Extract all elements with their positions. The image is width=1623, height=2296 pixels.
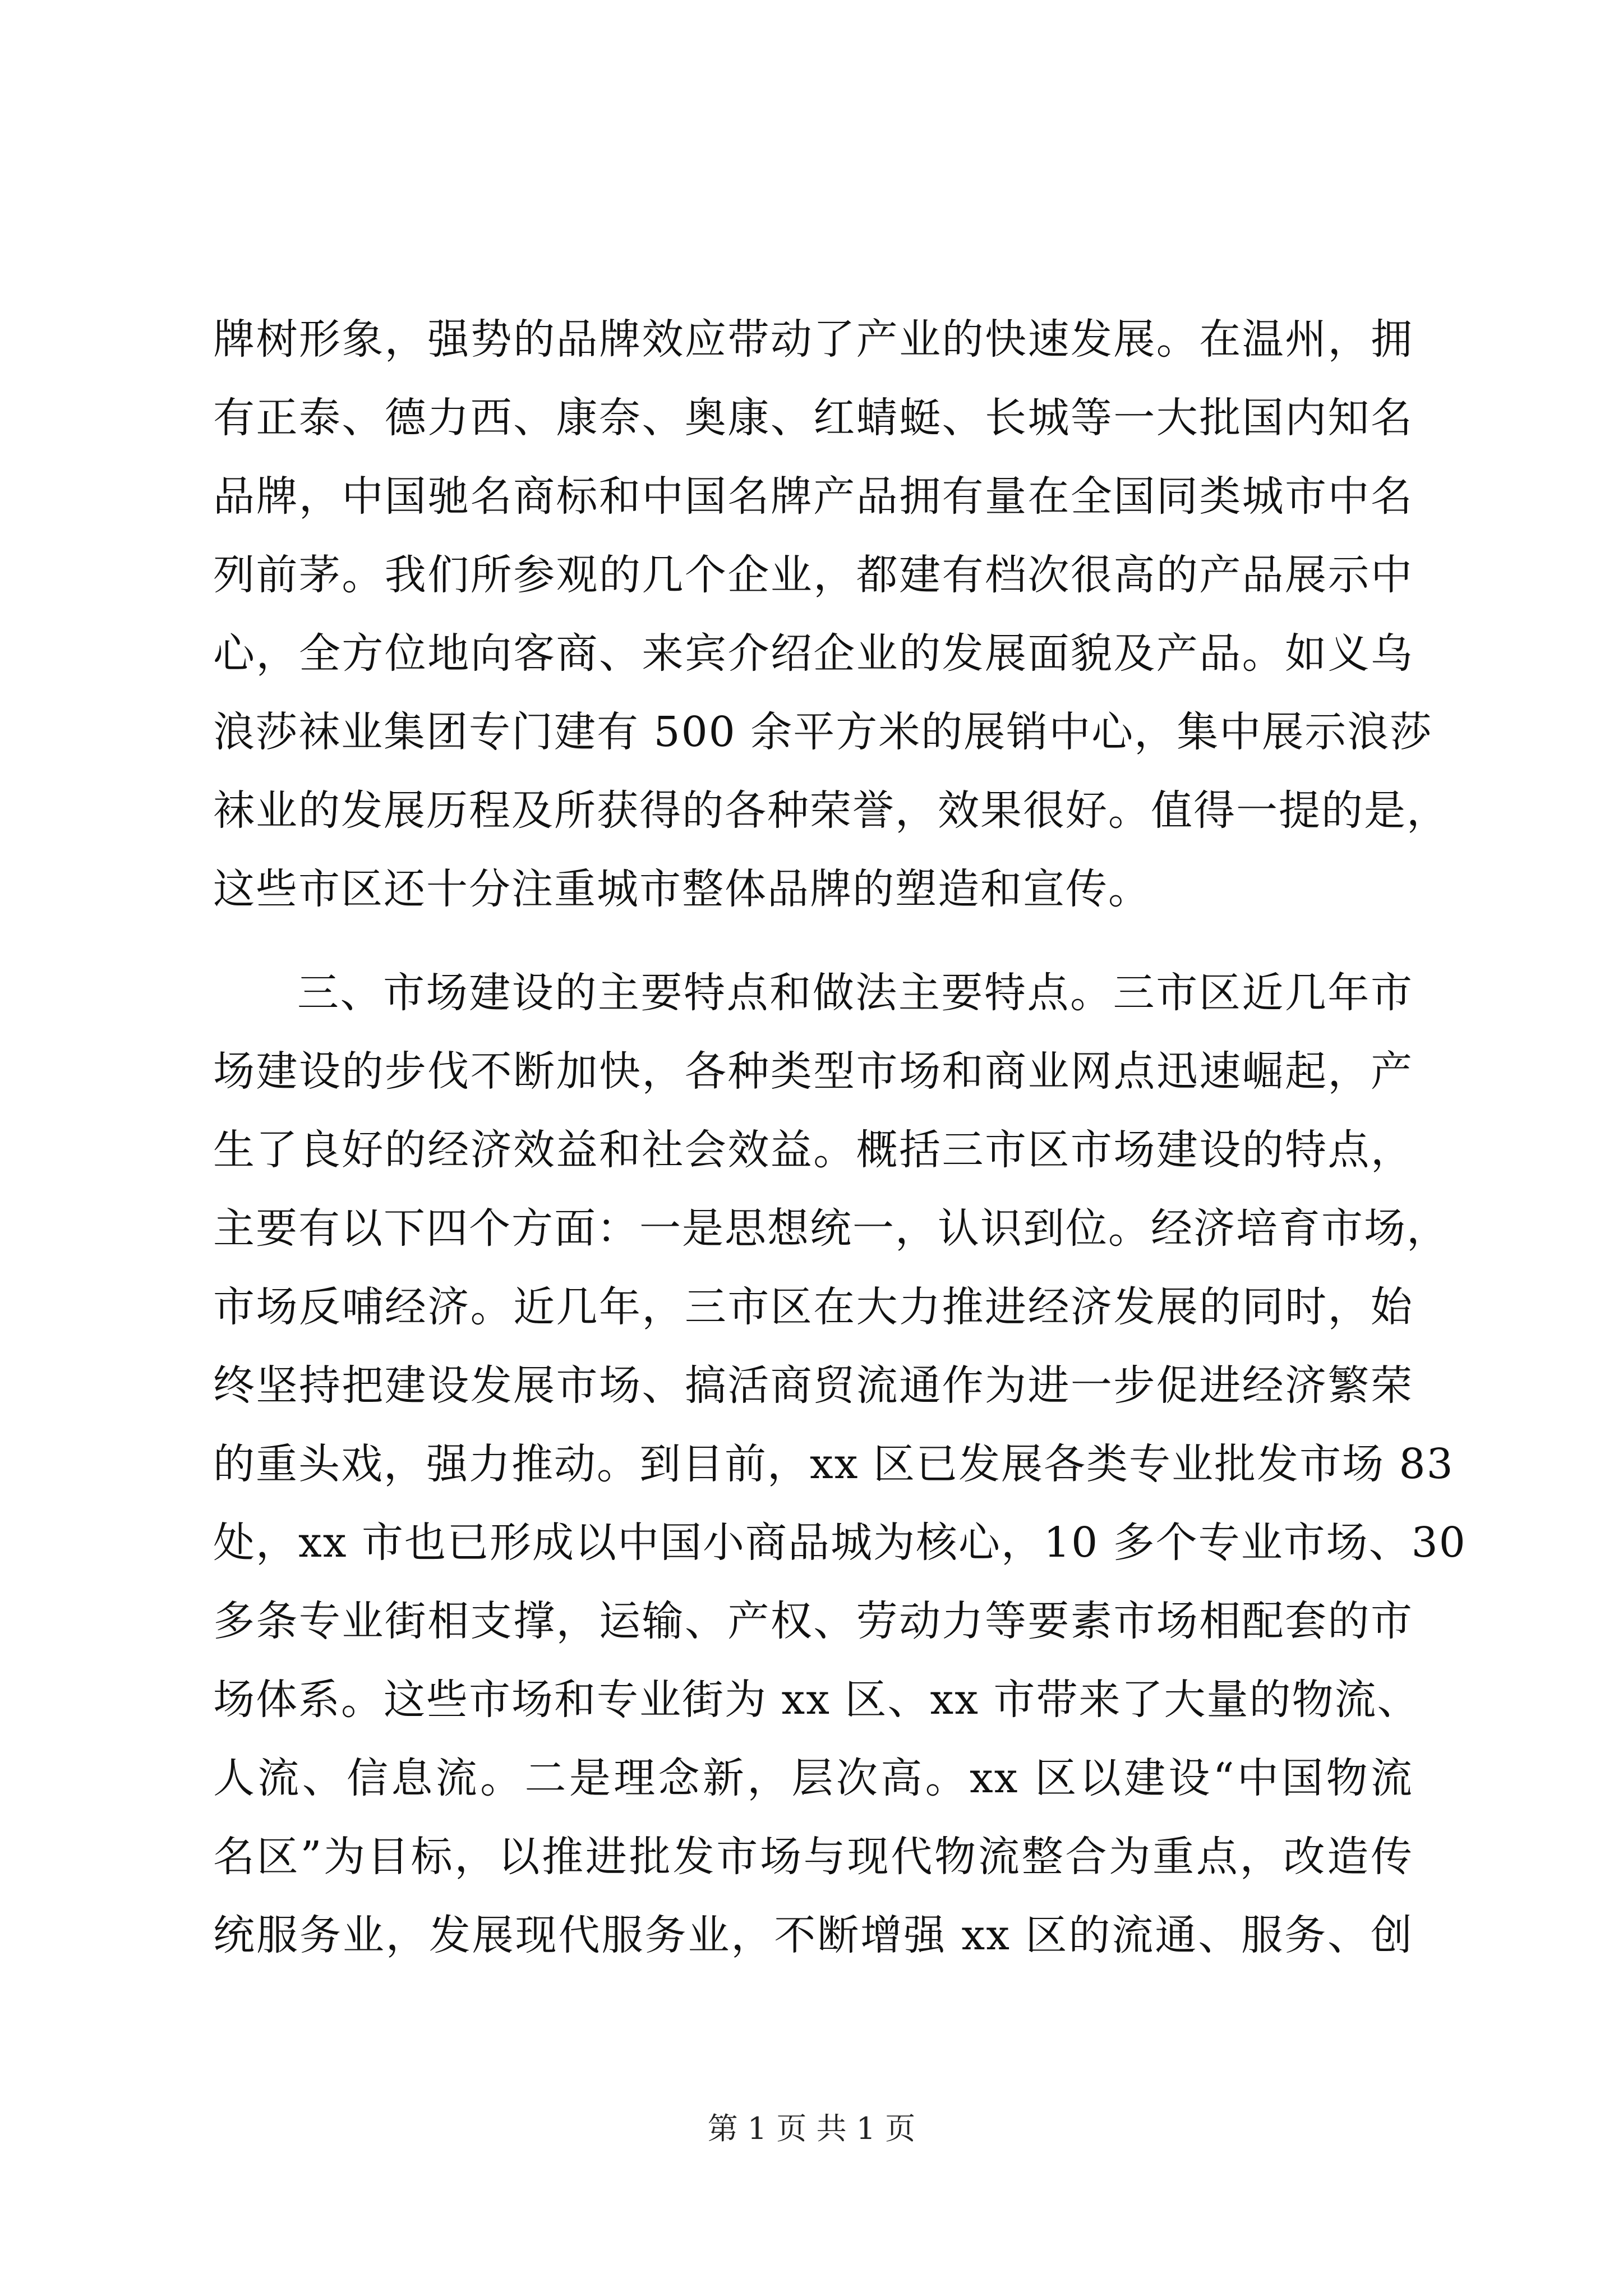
text-line: 品牌，中国驰名商标和中国名牌产品拥有量在全国同类城市中名 — [213, 472, 1413, 521]
text-line: 统服务业，发展现代服务业，不断增强 xx 区的流通、服务、创 — [213, 1911, 1413, 1959]
text-line: 心，全方位地向客商、来宾介绍企业的发展面貌及产品。如义乌 — [213, 629, 1413, 678]
text-line: 场建设的步伐不断加快，各种类型市场和商业网点迅速崛起，产 — [213, 1047, 1413, 1096]
text-line: 列前茅。我们所参观的几个企业，都建有档次很高的产品展示中 — [213, 551, 1413, 599]
text-line: 的重头戏，强力推动。到目前，xx 区已发展各类专业批发市场 83 — [213, 1440, 1454, 1488]
text-line: 有正泰、德力西、康奈、奥康、红蜻蜓、长城等一大批国内知名 — [213, 394, 1413, 442]
paragraph-start-line: 三、市场建设的主要特点和做法主要特点。三市区近几年市 — [297, 969, 1413, 1017]
text-line: 这些市区还十分注重城市整体品牌的塑造和宣传。 — [213, 865, 1151, 913]
text-line: 场体系。这些市场和专业街为 xx 区、xx 市带来了大量的物流、 — [213, 1676, 1420, 1724]
text-line: 市场反哺经济。近几年，三市区在大力推进经济发展的同时，始 — [213, 1283, 1413, 1331]
text-line: 主要有以下四个方面：一是思想统一，认识到位。经济培育市场， — [213, 1204, 1449, 1253]
text-line: 浪莎袜业集团专门建有 500 余平方米的展销中心，集中展示浪莎 — [213, 708, 1433, 756]
text-line: 生了良好的经济效益和社会效益。概括三市区市场建设的特点， — [213, 1126, 1413, 1174]
text-line: 多条专业街相支撑，运输、产权、劳动力等要素市场相配套的市 — [213, 1597, 1413, 1645]
text-line: 终坚持把建设发展市场、搞活商贸流通作为进一步促进经济繁荣 — [213, 1361, 1413, 1410]
page-number-footer: 第 1 页 共 1 页 — [707, 2111, 916, 2146]
text-line: 牌树形象，强势的品牌效应带动了产业的快速发展。在温州，拥 — [213, 315, 1413, 364]
text-line: 处，xx 市也已形成以中国小商品城为核心，10 多个专业市场、30 — [213, 1519, 1467, 1567]
text-line: 袜业的发展历程及所获得的各种荣誉，效果很好。值得一提的是， — [213, 786, 1449, 835]
text-line: 人流、信息流。二是理念新，层次高。xx 区以建设“中国物流 — [213, 1754, 1413, 1802]
text-line: 名区”为目标，以推进批发市场与现代物流整合为重点，改造传 — [213, 1833, 1413, 1881]
